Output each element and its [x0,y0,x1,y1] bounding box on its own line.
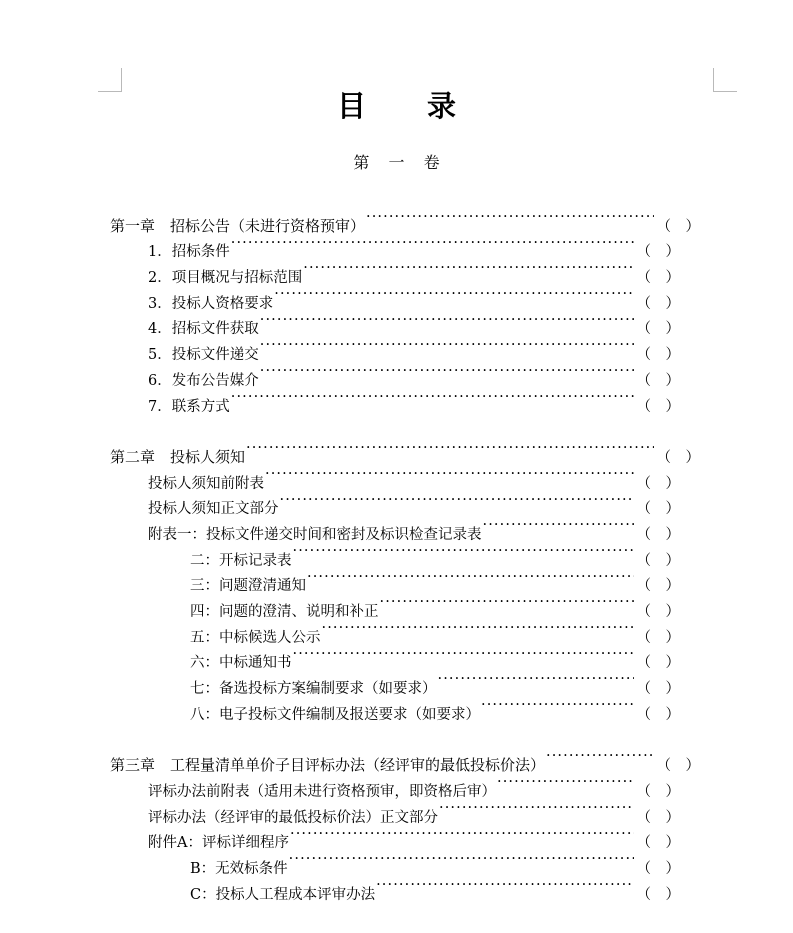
toc-page-number: （ ） [636,604,680,620]
toc-dot-leader [246,436,653,462]
toc-entry-label: 四：问题的澄清、说明和补正 [190,604,379,620]
toc-entry-label: 七：备选投标方案编制要求（如要求） [190,681,437,698]
toc-page-number: （ ） [636,526,680,543]
toc-dot-leader [289,847,634,873]
toc-entry-label: 八：电子投标文件编制及报送要求（如要求） [190,706,480,723]
toc-dot-leader [380,590,634,616]
toc-entry-label: 第一章 招标公告（未进行资格预审） [110,216,366,235]
toc-entry-label: 评标办法（经评审的最低投标价法）正文部分 [148,809,438,826]
document-title: 目 录 [336,89,472,123]
toc-entry-label: 三：问题澄清通知 [190,578,306,595]
toc-dot-leader [481,693,634,719]
toc-entry-label: 附表一：投标文件递交时间和密封及标识检查记录表 [148,526,482,543]
toc-entry-label: 3．投标人资格要求 [148,295,274,312]
toc-dot-leader [290,822,634,848]
toc-page-number: （ ） [636,706,680,723]
toc-chapter-entry[interactable] [0,436,793,466]
toc-page-number: （ ） [636,321,680,338]
toc-dot-leader [439,796,634,822]
table-of-contents [0,205,793,903]
toc-page-number: （ ） [636,244,680,261]
crop-mark-top-right-icon [713,68,737,92]
toc-page-number: （ ） [636,835,680,852]
toc-entry-label: 五：中标候选人公示 [190,629,321,646]
toc-page-number: （ ） [636,475,680,492]
toc-page-number: （ ） [636,552,680,569]
toc-entry-label: 投标人须知正文部分 [148,501,279,518]
crop-mark-top-left-icon [98,68,122,92]
toc-page-number: （ ） [636,655,680,672]
toc-dot-leader [231,385,634,411]
toc-dot-leader [303,256,633,282]
toc-entry-label: 六：中标通知书 [190,655,292,672]
toc-entry-label: 6．发布公告媒介 [148,372,259,389]
toc-page-number: （ ） [636,860,680,877]
toc-dot-leader [376,873,633,899]
toc-dot-leader [546,744,653,770]
toc-page-number: （ ） [636,398,680,415]
toc-dot-leader [483,513,634,539]
toc-chapter-entry[interactable] [0,744,793,775]
toc-page-number: （ ） [636,501,680,518]
toc-entry-label: 7．联系方式 [148,398,230,415]
toc-dot-leader [438,667,634,693]
toc-page-number: （ ） [636,809,680,826]
toc-entry-label: B：无效标条件 [190,860,288,877]
toc-entry-label: 投标人须知前附表 [148,475,264,492]
toc-entry-label: 5．投标文件递交 [148,347,259,364]
toc-entry-label: 第二章 投标人须知 [110,447,246,466]
toc-page-number: （ ） [656,449,700,466]
toc-entry-label: C：投标人工程成本评审办法 [190,886,376,903]
toc-entry-label: 第三章 工程量清单单价子目评标办法（经评审的最低投标价法） [110,756,546,775]
toc-dot-leader [293,539,634,565]
toc-entry-label: 二：开标记录表 [190,552,292,569]
toc-page-number: （ ） [656,758,700,775]
toc-page-number: （ ） [636,372,680,389]
toc-entry-label: 2．项目概况与招标范围 [148,270,303,287]
toc-dot-leader [260,308,634,334]
toc-page-number: （ ） [636,886,680,903]
toc-dot-leader [280,488,634,514]
toc-page-number: （ ） [636,270,680,287]
toc-page-number: （ ） [636,578,680,595]
toc-entry-label: 附件A：评标详细程序 [148,835,289,852]
toc-dot-leader [260,333,634,359]
toc-entry-label: 1．招标条件 [148,244,230,261]
toc-chapter-entry[interactable] [0,205,793,235]
toc-page-number: （ ） [636,295,680,312]
toc-page-number: （ ） [636,629,680,646]
toc-dot-leader [265,462,634,488]
toc-page-number: （ ） [636,783,680,800]
toc-page-number: （ ） [636,681,680,698]
toc-dot-leader [497,770,634,796]
toc-dot-leader [274,282,633,308]
toc-dot-leader [260,359,634,385]
toc-dot-leader [366,205,653,231]
toc-page-number: （ ） [656,218,700,235]
toc-dot-leader [231,231,634,257]
toc-entry-label: 4．招标文件获取 [148,321,259,338]
toc-dot-leader [293,642,634,668]
toc-dot-leader [322,616,634,642]
document-subtitle: 第 一 卷 [353,153,447,172]
toc-entry-label: 评标办法前附表（适用未进行资格预审，即资格后审） [148,783,496,800]
toc-page-number: （ ） [636,347,680,364]
toc-dot-leader [307,565,634,591]
